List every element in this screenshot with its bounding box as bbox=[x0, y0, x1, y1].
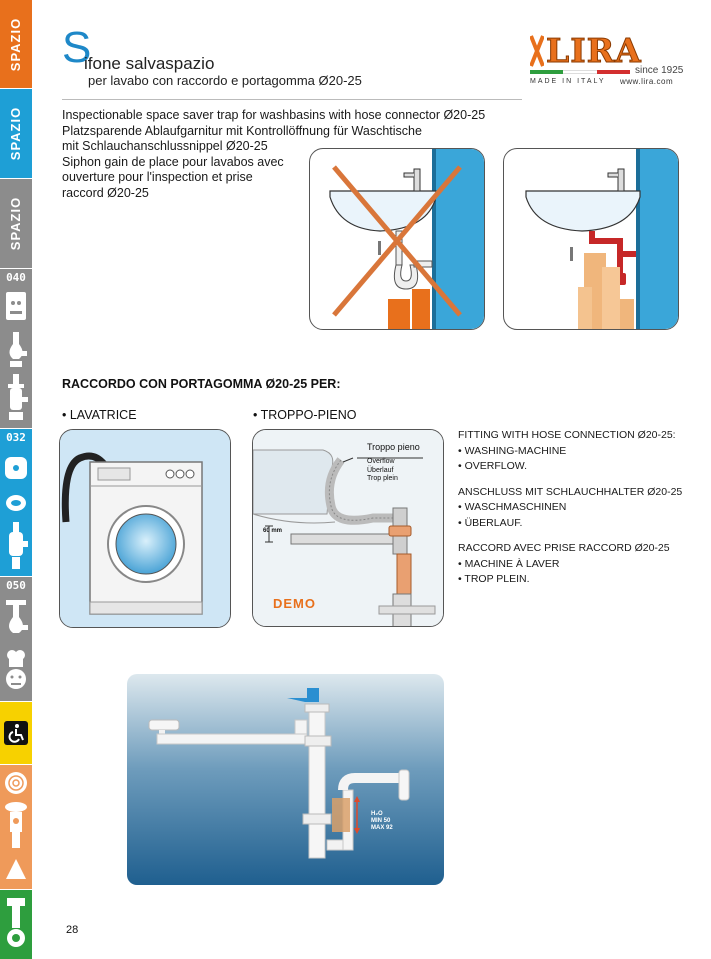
sidebar-section-valves[interactable] bbox=[0, 890, 32, 959]
sidebar-section-032[interactable] bbox=[0, 429, 32, 576]
illustration-standard-trap-crossed bbox=[309, 148, 485, 330]
title-initial: S bbox=[62, 23, 92, 72]
sidebar-code-label: 050 bbox=[6, 579, 26, 592]
sidebar-code-label: 032 bbox=[6, 431, 26, 444]
overflow-multilang-labels bbox=[367, 458, 398, 484]
sidebar-tab-spazio-blue[interactable] bbox=[0, 89, 32, 178]
sidebar-tab-label: SPAZIO bbox=[8, 106, 24, 161]
floor-drain-icon bbox=[4, 801, 28, 851]
logo-since: since 1925 bbox=[635, 65, 684, 76]
bullet-troppo-pieno: • TROPPO-PIENO bbox=[253, 408, 357, 422]
fitting-descriptions bbox=[458, 428, 682, 598]
header-divider bbox=[62, 99, 522, 100]
shower-drain-icon bbox=[4, 771, 28, 797]
fitting-item: • WASCHMASCHINEN bbox=[458, 501, 567, 513]
description-line: Inspectionable space saver trap for washbasins with hose connector Ø20-25 bbox=[62, 108, 486, 122]
italian-flag-stripe bbox=[530, 70, 630, 74]
demo-watermark: DEMO bbox=[273, 596, 316, 611]
logo-url: www.lira.com bbox=[620, 77, 674, 86]
washbasin-icon bbox=[4, 291, 28, 323]
fitting-group-de bbox=[458, 485, 682, 532]
sidebar-code-label: 040 bbox=[6, 271, 26, 284]
description-line: mit Schlauchanschlussnippel Ø20-25 bbox=[62, 139, 268, 153]
sidebar-tab-spazio-orange[interactable] bbox=[0, 0, 32, 88]
siphon-icon bbox=[4, 331, 28, 369]
sidebar-tab-label: SPAZIO bbox=[8, 17, 24, 71]
product-photo bbox=[127, 674, 444, 885]
category-sidebar bbox=[0, 0, 32, 959]
sidebar-section-accessibility[interactable] bbox=[0, 702, 32, 764]
water-seal-min: MIN 50 bbox=[371, 818, 391, 824]
raccordo-heading: RACCORDO CON PORTAGOMMA Ø20-25 PER: bbox=[62, 377, 341, 391]
illustration-washing-machine bbox=[59, 429, 231, 628]
fitting-item: • TROP PLEIN. bbox=[458, 573, 530, 585]
troppo-pieno-label: Troppo pieno bbox=[367, 442, 420, 452]
fitting-item: • WASHING-MACHINE bbox=[458, 444, 567, 457]
sink-icon bbox=[4, 453, 28, 487]
description-line: Platzsparende Ablaufgarnitur mit Kontrollöffnung für Waschtische bbox=[62, 123, 422, 138]
fitting-heading: FITTING WITH HOSE CONNECTION Ø20-25: bbox=[458, 429, 676, 441]
description-line: Siphon gain de place pour lavabos avec bbox=[62, 154, 284, 169]
chef-face-icon bbox=[4, 649, 28, 697]
fitting-heading: ANSCHLUSS MIT SCHLAUCHHALTER Ø20-25 bbox=[458, 485, 683, 498]
cone-icon bbox=[4, 857, 28, 883]
water-seal-label bbox=[371, 811, 393, 832]
sidebar-section-drains[interactable] bbox=[0, 765, 32, 889]
sidebar-tab-label: SPAZIO bbox=[8, 196, 24, 251]
overflow-label-fr: Trop plein bbox=[367, 475, 398, 482]
water-seal-max: MAX 92 bbox=[371, 825, 393, 831]
bottle-trap-icon bbox=[4, 373, 28, 423]
valve-icon bbox=[4, 896, 28, 956]
fitting-item: • ÜBERLAUF. bbox=[458, 516, 523, 529]
sidebar-section-050[interactable] bbox=[0, 577, 32, 701]
siphon-icon bbox=[4, 599, 28, 643]
page-subtitle: per lavabo con raccordo e portagomma Ø20-25 bbox=[88, 73, 362, 88]
bottle-trap-icon bbox=[4, 521, 28, 571]
lira-x-mark-icon bbox=[530, 34, 544, 68]
fitting-heading: RACCORD AVEC PRISE RACCORD Ø20-25 bbox=[458, 542, 670, 554]
overflow-label-de: Überlauf bbox=[367, 466, 394, 474]
bullet-lavatrice: • LAVATRICE bbox=[62, 408, 137, 422]
logo-made-in: MADE IN ITALY bbox=[530, 78, 606, 85]
fitting-group-en bbox=[458, 428, 682, 475]
description-line: raccord Ø20-25 bbox=[62, 185, 149, 200]
sidebar-tab-spazio-grey[interactable] bbox=[0, 179, 32, 268]
illustration-space-saver-trap bbox=[503, 148, 679, 330]
brand-logo bbox=[530, 31, 685, 90]
dimension-label: 60 mm bbox=[263, 528, 283, 534]
fitting-item: • OVERFLOW. bbox=[458, 460, 528, 472]
wheelchair-icon bbox=[4, 721, 28, 747]
description-line: ouverture pour l'inspection et prise bbox=[62, 170, 253, 184]
illustration-overflow-connection bbox=[252, 429, 444, 627]
title-text: ifone salvaspazio bbox=[84, 54, 215, 73]
waste-cap-icon bbox=[4, 493, 28, 515]
water-seal-h2o: H₂O bbox=[371, 811, 383, 817]
page-number: 28 bbox=[66, 924, 79, 936]
fitting-item: • MACHINE À LAVER bbox=[458, 557, 560, 570]
fitting-group-fr bbox=[458, 541, 682, 588]
sidebar-section-040[interactable] bbox=[0, 269, 32, 428]
logo-wordmark: LIRA bbox=[546, 31, 642, 70]
overflow-label-en: Overflow bbox=[367, 458, 395, 465]
